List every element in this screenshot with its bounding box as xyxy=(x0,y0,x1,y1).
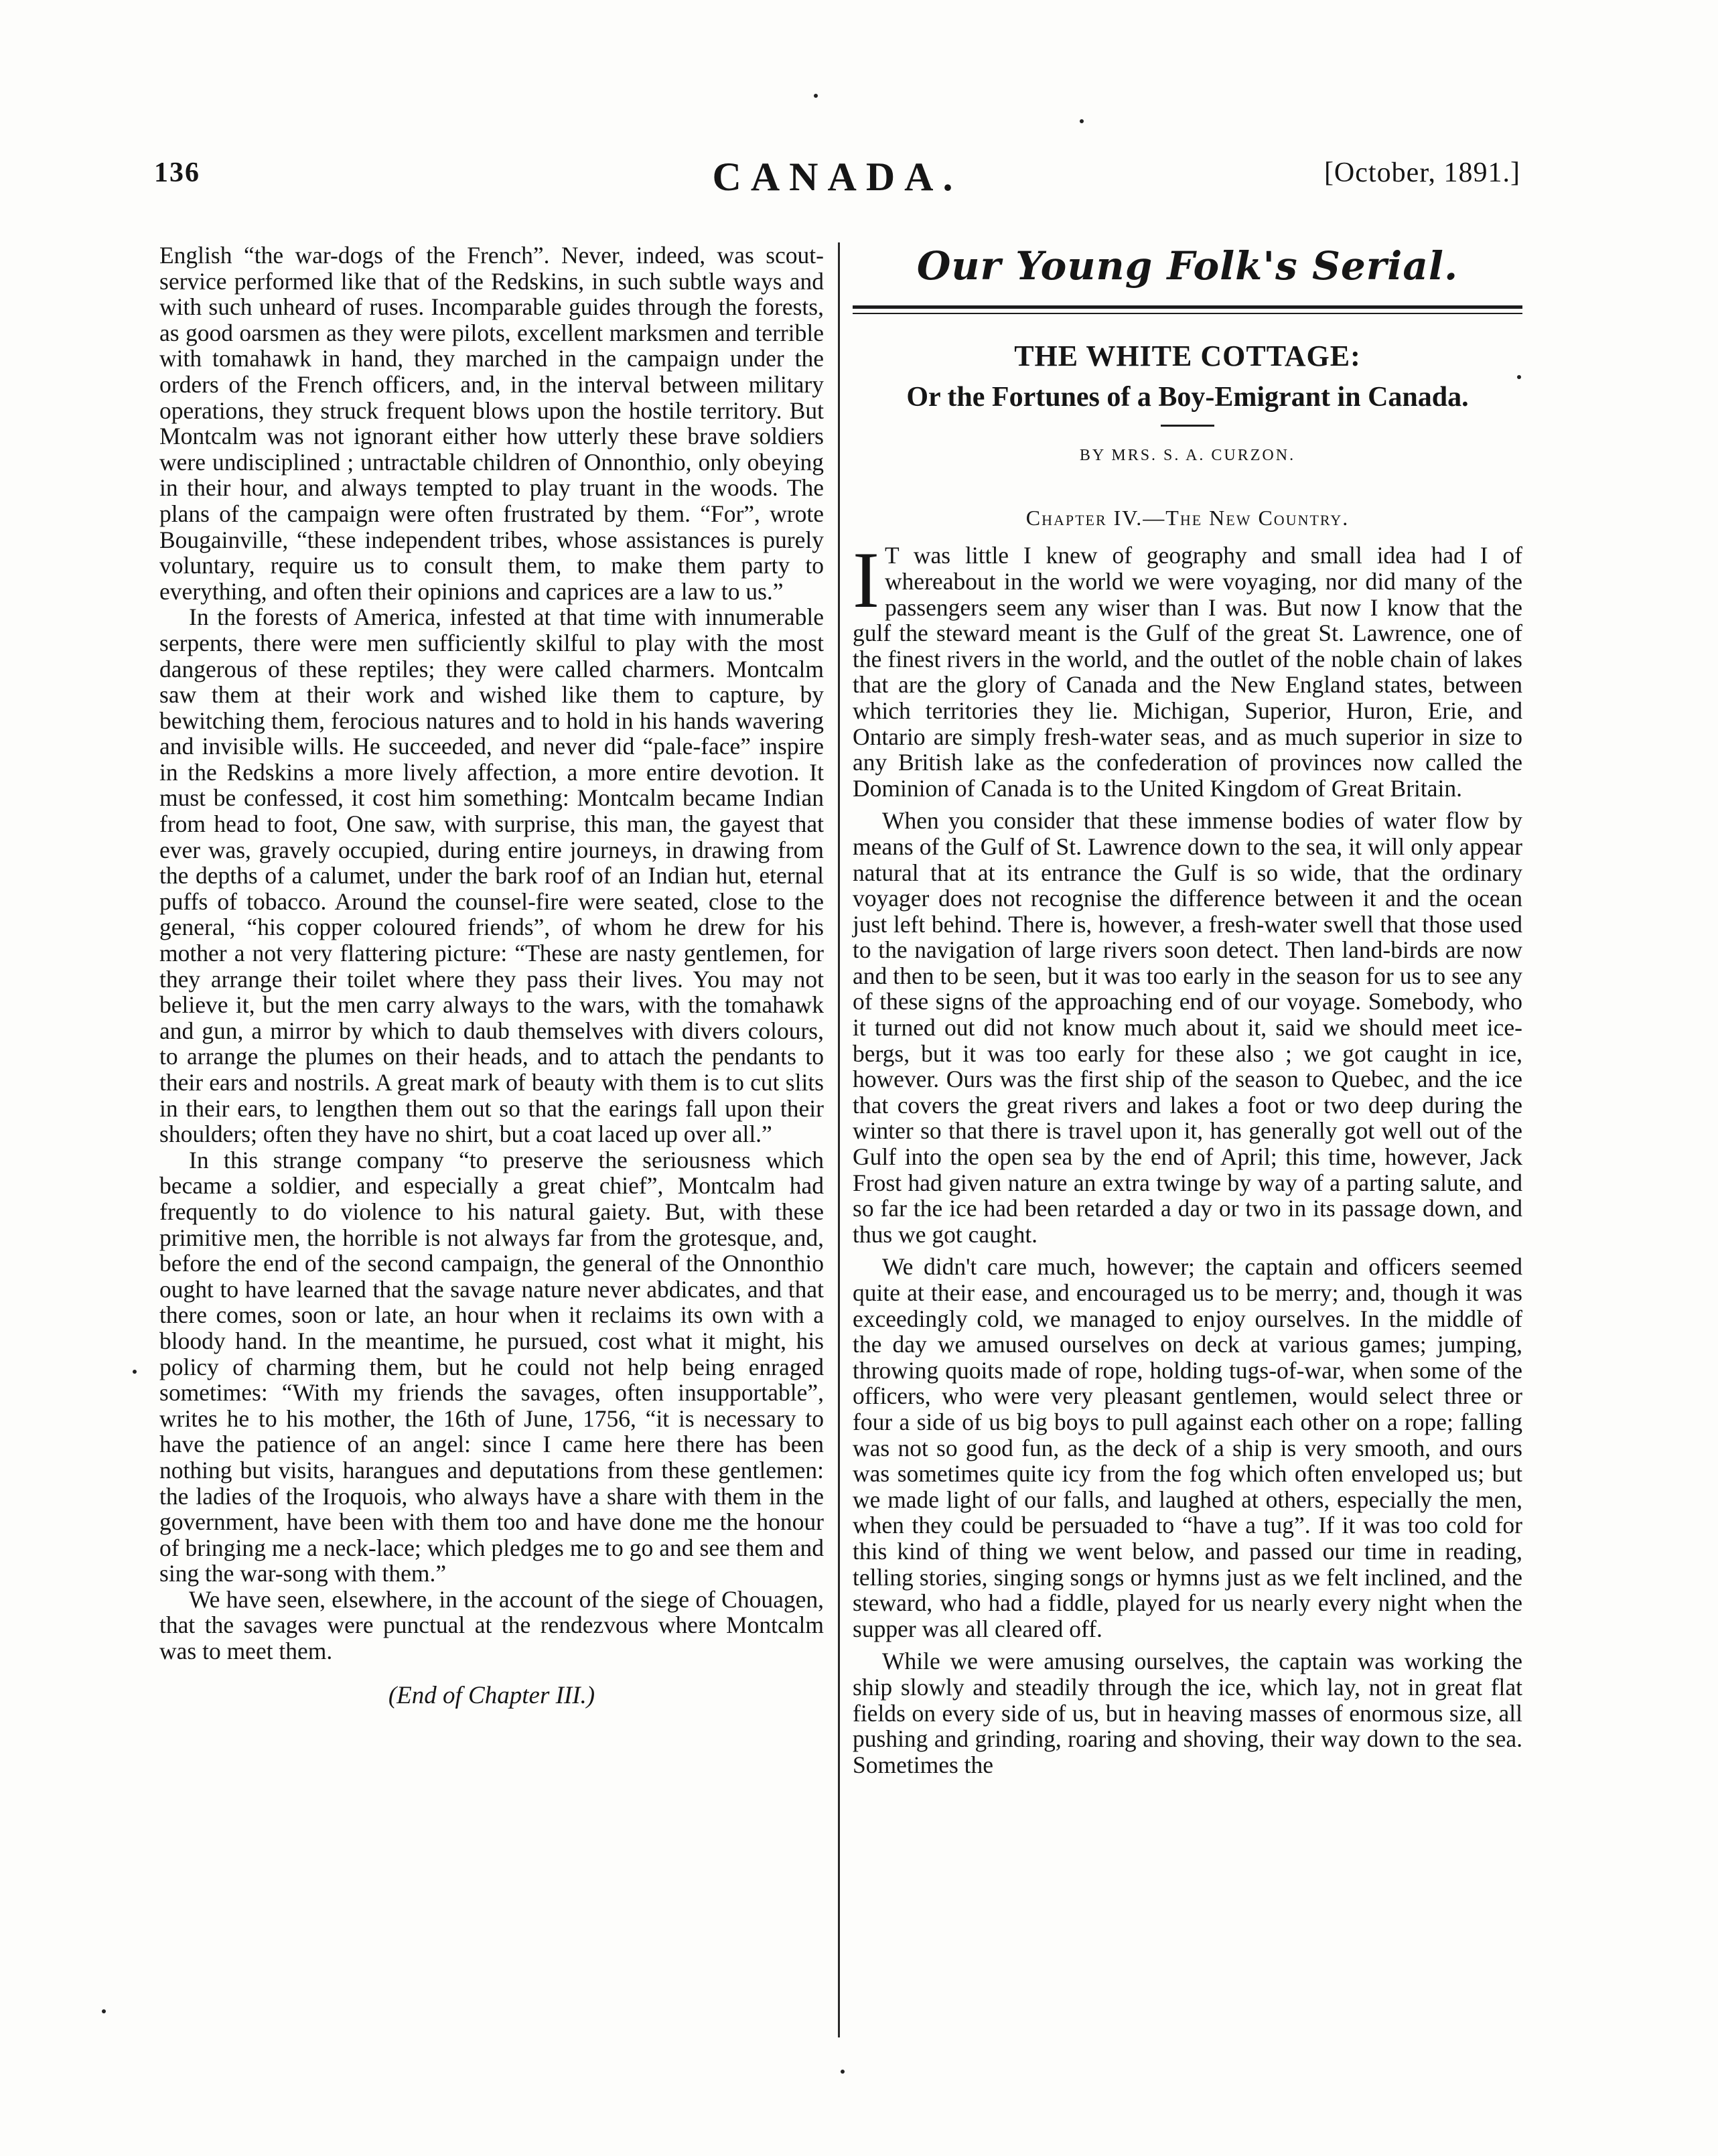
right-column xyxy=(853,242,1522,1778)
magazine-title: CANADA. xyxy=(712,155,962,199)
print-speck xyxy=(1517,375,1521,379)
print-speck xyxy=(814,94,818,98)
page-header xyxy=(154,154,1520,208)
end-of-chapter-note: (End of Chapter III.) xyxy=(388,1681,595,1709)
heading-rule-thick xyxy=(853,305,1522,309)
chapter-heading: Chapter IV.—The New Country. xyxy=(1025,505,1350,530)
issue-date: [October, 1891.] xyxy=(1323,157,1520,188)
story-paragraph-text: T was little I knew of geography and small idea had I of whereabout in the world we were voyaging, nor did many of the passengers seem any wiser than I was. But now I know that the gulf the steward meant is the Gulf of the great St. Lawrence, one of the finest rivers in the world, and the outlet of the noble chain of lakes that are the glory of Canada and the New England states, between which territories they lie. Michigan, Superior, Huron, Erie, and Ontario are simply fresh-water seas, and as much superior in size to any British lake as the confederation of provinces now called the Dominion of Canada is to the United Kingdom of Great Britain. xyxy=(853,542,1522,802)
article-paragraph: We have seen, elsewhere, in the account of the siege of Chouagen, that the savages were punctual at the rendezvous where Montcalm was to meet them. xyxy=(159,1585,824,1665)
left-column xyxy=(159,242,824,1709)
story-title: THE WHITE COTTAGE: xyxy=(1014,340,1361,372)
story-paragraph: While we were amusing ourselves, the captain was working the ship slowly and steadily through the ice, which lay, not in great flat fields on every side of us, but in heaving masses of enormous size, all pushing and grinding, roaring and shoving, their way down to the sea. Sometimes the xyxy=(853,1648,1522,1778)
heading-rule-thin xyxy=(853,313,1522,314)
story-paragraph: When you consider that these immense bodies of water flow by means of the Gulf of St. Lawrence down to the sea, it will only appear natural that at its entrance the Gulf is so wide, that the ordinary voyager does not recognise the difference between it and the ocean just left behind. There is, however, a fresh-water swell that those used to the navigation of large rivers soon detect. Then land-birds are now and then to be seen, but it was too early in the season for us to see any of these signs of the approaching end of our voyage. Somebody, who it turned out did not know much about it, said we should meet ice-bergs, but it was too early for these also ; we got caught in ice, however. Ours was the first ship of the season to Quebec, and the ice that covers the great rivers and lakes a foot or two deep during the winter so that there is travel upon it, has generally got well out of the Gulf into the open sea by the end of April; this time, however, Jack Frost had given nature an extra twinge by way of a parting salute, and so far the ice had been retarded a day or two in its passage down, and thus we got caught. xyxy=(853,807,1522,1248)
story-subtitle: Or the Fortunes of a Boy-Emigrant in Canada. xyxy=(906,381,1469,413)
story-paragraph xyxy=(853,535,1522,802)
page-number: 136 xyxy=(154,157,200,188)
print-speck xyxy=(133,1370,137,1374)
article-paragraph: English “the war-dogs of the French”. Never, indeed, was scout-service performed like that of the Redskins, in such subtle ways and with such unheard of ruses. Incomparable guides through the forests, as good oarsmen as they were pilots, excellent marksmen and terrible with tomahawk in hand, they marched in the campaign under the orders of the French officers, and, in the interval between military operations, they struck frequent blows upon the hostile territory. But Montcalm was not ignorant either how utterly these brave soldiers were undisciplined ; untractable children of Onnonthio, only obeying in their hour, and always tempted to play truant in the woods. The plans of the campaign were often frustrated by them. “For”, wrote Bougainville, “these independent tribes, whose assistances is purely voluntary, require us to consult them, to make them party to everything, and often their opinions and caprices are a law to us.” xyxy=(159,242,824,605)
article-paragraph: In this strange company “to preserve the seriousness which became a soldier, and especially a great chief”, Montcalm had frequently to do violence to his natural gaiety. But, with these primitive men, the horrible is not always far from the grotesque, and, before the end of the second campaign, the general of the Onnonthio ought to have learned that the savage nature never abdicates, and that there comes, soon or late, an hour when it reclaims its own with a bloody hand. In the meantime, he pursued, cost what it might, his policy of charming them, but he could not help being enraged sometimes: “With my friends the savages, often insupportable”, writes he to his mother, the 16th of June, 1756, “it is necessary to have the patience of an angel: since I came here there has been nothing but visits, harangues and deputations from these gentlemen: the ladies of the Iroquois, who always have a share with them in the government, have been with them too and have done me the honour of bringing me a neck-lace; which pledges me to go and see them and sing the war-song with them.” xyxy=(159,1146,824,1587)
serial-heading: Our Young Folk's Serial. xyxy=(916,243,1459,289)
print-speck xyxy=(102,2009,106,2013)
story-paragraph: We didn't care much, however; the captain and officers seemed quite at their ease, and encouraged us to be merry; and, though it was exceedingly cold, we managed to enjoy ourselves. In the middle of the day we amused ourselves on deck at various games; jumping, throwing quoits made of rope, holding tugs-of-war, when some of the officers, who were very pleasant gentlemen, would select three or four a side of us big boys to pull against each other on a rope; falling was not so good fun, as the deck of a ship is very smooth, and ours was sometimes quite icy from the fog which often enveloped us; but we made light of our falls, and laughed at others, especially the men, when they could be persuaded to “have a tug”. If it was too cold for this kind of thing we went below, and passed our time in reading, telling stories, singing songs or hymns just as we felt inclined, and the steward, who had a fiddle, played for us nearly every night when the supper was all cleared off. xyxy=(853,1253,1522,1642)
print-speck xyxy=(1080,119,1084,123)
story-author: BY MRS. S. A. CURZON. xyxy=(1079,447,1296,465)
title-divider xyxy=(1161,425,1214,427)
article-paragraph: In the forests of America, infested at that time with innumerable serpents, there were men sufficiently skilful to play with the most dangerous of these reptiles; they were called charmers. Montcalm saw them at their work and wished like them to capture, by bewitching them, ferocious natures and to hold in his hands wavering and invisible wills. He succeeded, and never did “pale-face” inspire in the Redskins a more lively affection, a more entire devotion. It must be confessed, it cost him something: Montcalm became Indian from head to foot, One saw, with surprise, this man, the gayest that ever was, gravely occupied, during entire journeys, in drawing from the depths of a calumet, under the bark roof of an Indian hut, eternal puffs of tobacco. Around the counsel-fire were seated, close to the general, “his copper coloured friends”, of whom he drew for his mother a not very flattering picture: “These are nasty gentlemen, for they arrange their toilet where they pass their lives. You may not believe it, but the men carry always to the wars, with the tomahawk and gun, a mirror by which to daub themselves with divers colours, to arrange the plumes on their heads, and to attach the pendants to their ears and nostrils. A great mark of beauty with them is to cut slits in their ears, to lengthen them out so that the earings fall upon their shoulders; often they have no shirt, but a coat laced up over all.” xyxy=(159,603,824,1148)
drop-cap: I xyxy=(853,535,879,625)
column-divider xyxy=(838,242,840,2037)
print-speck xyxy=(841,2070,845,2074)
